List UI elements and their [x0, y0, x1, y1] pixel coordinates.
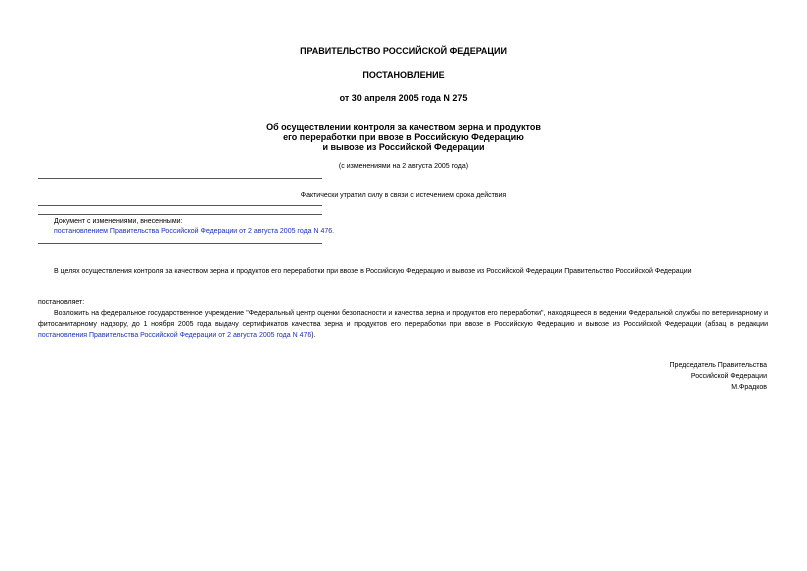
- title-line-2: его переработки при ввозе в Российскую Федерацию: [283, 132, 524, 142]
- divider: [38, 214, 322, 215]
- main-paragraph: [38, 308, 768, 341]
- government-heading: ПРАВИТЕЛЬСТВО РОССИЙСКОЙ ФЕДЕРАЦИИ: [300, 46, 507, 56]
- divider: [38, 178, 322, 179]
- status-note: Фактически утратил силу в связи с истечением срока действия: [300, 192, 507, 199]
- signature-block: [670, 360, 767, 393]
- title-line-3: и вывозе из Российской Федерации: [322, 142, 485, 152]
- main-text-end: ).: [311, 332, 316, 339]
- title-line-1: Об осуществлении контроля за качеством зерна и продуктов: [266, 122, 541, 132]
- divider: [38, 205, 322, 206]
- main-amendment-link[interactable]: постановления Правительства Российской Федерации от 2 августа 2005 года N 476: [38, 332, 312, 339]
- amendment-note: (с изменениями на 2 августа 2005 года): [338, 163, 469, 170]
- resolves-label: постановляет:: [38, 299, 85, 306]
- document-type: ПОСТАНОВЛЕНИЕ: [362, 70, 445, 80]
- main-text: Возложить на федеральное государственное учреждение "Федеральный центр оценки безопасности и качества зерна и продуктов его переработки", находящееся в ведении Федеральной службы по ветеринарному и фитосанитарному надзору, до 1 ноября 2005 года выдачу сертификатов качества зерна и продуктов его переработки при ввозе в Российскую Федерацию и вывозе из Российской Федерации (абзац в редакции: [38, 310, 768, 328]
- signature-title: Председатель Правительства: [669, 362, 767, 369]
- amendment-link[interactable]: постановлением Правительства Российской Федерации от 2 августа 2005 года N 476.: [54, 228, 335, 235]
- signature-name: М.Фрадков: [731, 384, 767, 391]
- changes-label: Документ с изменениями, внесенными:: [54, 218, 183, 225]
- date-number: от 30 апреля 2005 года N 275: [339, 93, 468, 103]
- signature-federation: Российской Федерации: [690, 373, 767, 380]
- divider: [38, 243, 322, 244]
- intro-paragraph: В целях осуществления контроля за качеством зерна и продуктов его переработки при ввозе в Российскую Федерацию и вывозе из Российской Федерации Правительство Российской Федерации: [54, 268, 692, 275]
